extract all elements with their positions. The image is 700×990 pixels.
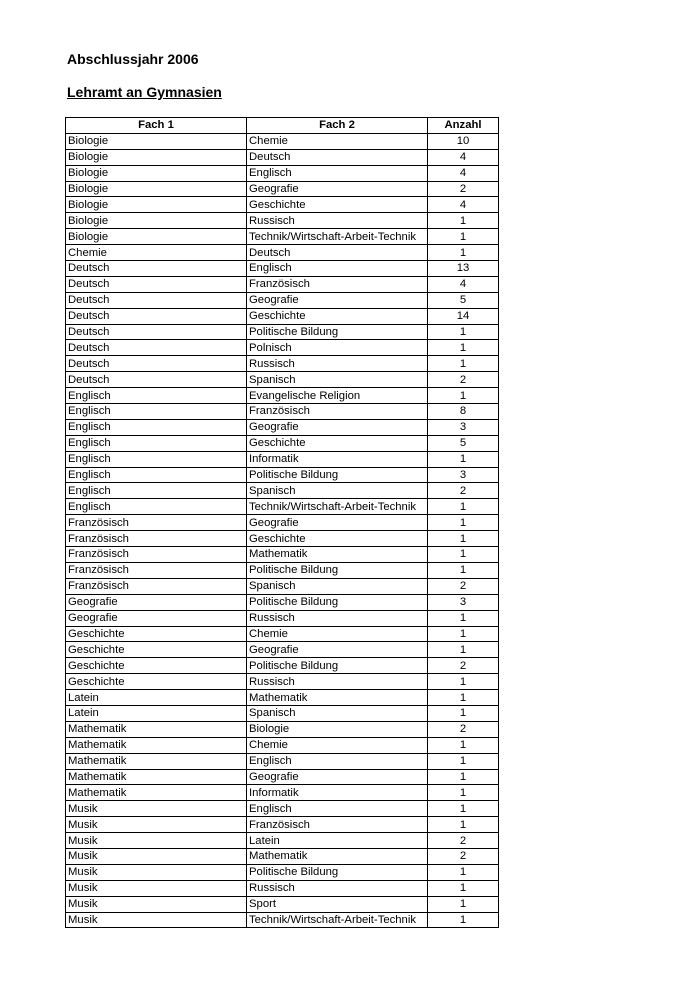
cell-fach-2: Informatik	[247, 451, 428, 467]
cell-anzahl: 1	[428, 531, 499, 547]
cell-fach-1: Biologie	[66, 229, 247, 245]
cell-anzahl: 1	[428, 356, 499, 372]
cell-anzahl: 4	[428, 197, 499, 213]
table-row	[66, 658, 499, 674]
cell-fach-2: Deutsch	[247, 245, 428, 261]
cell-fach-1: Biologie	[66, 213, 247, 229]
table-row	[66, 912, 499, 928]
cell-fach-2: Russisch	[247, 356, 428, 372]
cell-anzahl: 4	[428, 165, 499, 181]
cell-fach-2: Französisch	[247, 817, 428, 833]
cell-anzahl: 1	[428, 642, 499, 658]
cell-fach-1: Geografie	[66, 610, 247, 626]
table-row	[66, 467, 499, 483]
cell-fach-1: Musik	[66, 912, 247, 928]
cell-fach-1: Deutsch	[66, 340, 247, 356]
cell-anzahl: 4	[428, 276, 499, 292]
cell-fach-1: Englisch	[66, 404, 247, 420]
cell-anzahl: 2	[428, 181, 499, 197]
cell-fach-2: Französisch	[247, 276, 428, 292]
cell-fach-1: Englisch	[66, 499, 247, 515]
cell-fach-2: Evangelische Religion	[247, 388, 428, 404]
cell-fach-1: Deutsch	[66, 261, 247, 277]
cell-fach-2: Mathematik	[247, 848, 428, 864]
subject-combination-table	[65, 117, 499, 928]
cell-fach-1: Mathematik	[66, 769, 247, 785]
cell-fach-2: Latein	[247, 833, 428, 849]
table-row	[66, 133, 499, 149]
table-row	[66, 690, 499, 706]
cell-fach-1: Geografie	[66, 594, 247, 610]
table-body	[66, 133, 499, 928]
cell-fach-2: Politische Bildung	[247, 594, 428, 610]
cell-anzahl: 1	[428, 912, 499, 928]
cell-anzahl: 1	[428, 737, 499, 753]
table-row	[66, 181, 499, 197]
table-row	[66, 245, 499, 261]
cell-anzahl: 2	[428, 372, 499, 388]
table-row	[66, 769, 499, 785]
cell-fach-2: Mathematik	[247, 690, 428, 706]
cell-anzahl: 1	[428, 499, 499, 515]
cell-anzahl: 2	[428, 658, 499, 674]
table-row	[66, 864, 499, 880]
cell-anzahl: 1	[428, 610, 499, 626]
page-title: Abschlussjahr 2006	[67, 51, 199, 67]
table-row	[66, 817, 499, 833]
table-row	[66, 785, 499, 801]
cell-fach-2: Sport	[247, 896, 428, 912]
cell-anzahl: 1	[428, 880, 499, 896]
cell-fach-1: Biologie	[66, 149, 247, 165]
table-row	[66, 896, 499, 912]
cell-anzahl: 1	[428, 451, 499, 467]
table-row	[66, 674, 499, 690]
table-row	[66, 388, 499, 404]
page-subtitle: Lehramt an Gymnasien	[67, 84, 222, 100]
table-row	[66, 340, 499, 356]
cell-fach-1: Musik	[66, 833, 247, 849]
cell-fach-1: Französisch	[66, 531, 247, 547]
cell-fach-2: Politische Bildung	[247, 467, 428, 483]
cell-fach-2: Russisch	[247, 213, 428, 229]
cell-fach-1: Biologie	[66, 133, 247, 149]
table-row	[66, 594, 499, 610]
cell-anzahl: 2	[428, 721, 499, 737]
cell-fach-1: Musik	[66, 817, 247, 833]
cell-fach-2: Geografie	[247, 769, 428, 785]
cell-anzahl: 1	[428, 324, 499, 340]
cell-anzahl: 3	[428, 467, 499, 483]
table-row	[66, 531, 499, 547]
cell-fach-1: Deutsch	[66, 292, 247, 308]
table-row	[66, 483, 499, 499]
cell-fach-2: Spanisch	[247, 483, 428, 499]
cell-fach-2: Englisch	[247, 261, 428, 277]
table-row	[66, 737, 499, 753]
cell-fach-2: Geschichte	[247, 531, 428, 547]
table-row	[66, 562, 499, 578]
column-header-anzahl: Anzahl	[428, 118, 499, 134]
cell-fach-1: Mathematik	[66, 721, 247, 737]
cell-fach-1: Englisch	[66, 435, 247, 451]
cell-fach-1: Englisch	[66, 388, 247, 404]
cell-fach-2: Polnisch	[247, 340, 428, 356]
cell-fach-2: Chemie	[247, 133, 428, 149]
cell-anzahl: 2	[428, 483, 499, 499]
cell-fach-1: Deutsch	[66, 308, 247, 324]
cell-fach-2: Englisch	[247, 753, 428, 769]
cell-fach-2: Spanisch	[247, 705, 428, 721]
cell-anzahl: 1	[428, 690, 499, 706]
cell-fach-1: Mathematik	[66, 785, 247, 801]
cell-fach-1: Latein	[66, 690, 247, 706]
cell-fach-1: Musik	[66, 848, 247, 864]
cell-anzahl: 2	[428, 833, 499, 849]
cell-anzahl: 1	[428, 340, 499, 356]
table-row	[66, 419, 499, 435]
cell-fach-1: Englisch	[66, 451, 247, 467]
cell-anzahl: 1	[428, 515, 499, 531]
cell-fach-2: Informatik	[247, 785, 428, 801]
cell-fach-1: Mathematik	[66, 753, 247, 769]
table-row	[66, 848, 499, 864]
cell-anzahl: 2	[428, 578, 499, 594]
cell-fach-1: Musik	[66, 896, 247, 912]
table-row	[66, 753, 499, 769]
cell-fach-2: Spanisch	[247, 578, 428, 594]
cell-fach-2: Technik/Wirtschaft-Arbeit-Technik	[247, 229, 428, 245]
table-row	[66, 197, 499, 213]
table-row	[66, 276, 499, 292]
cell-fach-2: Französisch	[247, 404, 428, 420]
cell-anzahl: 14	[428, 308, 499, 324]
cell-anzahl: 1	[428, 801, 499, 817]
cell-anzahl: 3	[428, 594, 499, 610]
cell-fach-1: Latein	[66, 705, 247, 721]
cell-fach-2: Deutsch	[247, 149, 428, 165]
cell-anzahl: 10	[428, 133, 499, 149]
table-row	[66, 626, 499, 642]
cell-fach-2: Russisch	[247, 880, 428, 896]
column-header-fach-1: Fach 1	[66, 118, 247, 134]
cell-fach-1: Musik	[66, 801, 247, 817]
cell-fach-2: Chemie	[247, 737, 428, 753]
cell-fach-2: Chemie	[247, 626, 428, 642]
cell-fach-2: Geografie	[247, 292, 428, 308]
cell-fach-1: Französisch	[66, 578, 247, 594]
cell-fach-2: Spanisch	[247, 372, 428, 388]
cell-fach-2: Geografie	[247, 419, 428, 435]
table-row	[66, 213, 499, 229]
cell-fach-1: Französisch	[66, 562, 247, 578]
column-header-fach-2: Fach 2	[247, 118, 428, 134]
cell-fach-1: Englisch	[66, 467, 247, 483]
cell-fach-1: Chemie	[66, 245, 247, 261]
cell-fach-2: Geschichte	[247, 435, 428, 451]
table-row	[66, 721, 499, 737]
table-row	[66, 149, 499, 165]
cell-fach-1: Geschichte	[66, 674, 247, 690]
cell-anzahl: 1	[428, 626, 499, 642]
cell-anzahl: 1	[428, 705, 499, 721]
cell-anzahl: 1	[428, 674, 499, 690]
cell-fach-2: Geschichte	[247, 308, 428, 324]
table-row	[66, 324, 499, 340]
cell-anzahl: 5	[428, 292, 499, 308]
table-row	[66, 372, 499, 388]
table-row	[66, 547, 499, 563]
cell-fach-2: Russisch	[247, 674, 428, 690]
cell-fach-2: Geschichte	[247, 197, 428, 213]
cell-anzahl: 5	[428, 435, 499, 451]
cell-anzahl: 3	[428, 419, 499, 435]
cell-anzahl: 1	[428, 245, 499, 261]
cell-fach-1: Deutsch	[66, 324, 247, 340]
table-row	[66, 308, 499, 324]
cell-anzahl: 1	[428, 769, 499, 785]
cell-fach-2: Technik/Wirtschaft-Arbeit-Technik	[247, 912, 428, 928]
table-row	[66, 499, 499, 515]
cell-fach-1: Deutsch	[66, 372, 247, 388]
table-row	[66, 578, 499, 594]
cell-fach-2: Politische Bildung	[247, 864, 428, 880]
cell-fach-1: Französisch	[66, 515, 247, 531]
cell-anzahl: 1	[428, 562, 499, 578]
cell-fach-2: Politische Bildung	[247, 562, 428, 578]
table-row	[66, 642, 499, 658]
cell-fach-1: Musik	[66, 864, 247, 880]
cell-anzahl: 1	[428, 547, 499, 563]
table-row	[66, 880, 499, 896]
cell-anzahl: 4	[428, 149, 499, 165]
cell-fach-1: Biologie	[66, 197, 247, 213]
cell-fach-2: Technik/Wirtschaft-Arbeit-Technik	[247, 499, 428, 515]
table-row	[66, 356, 499, 372]
cell-anzahl: 1	[428, 896, 499, 912]
cell-fach-1: Deutsch	[66, 276, 247, 292]
table-row	[66, 515, 499, 531]
cell-fach-1: Deutsch	[66, 356, 247, 372]
cell-anzahl: 1	[428, 213, 499, 229]
cell-anzahl: 1	[428, 817, 499, 833]
cell-anzahl: 8	[428, 404, 499, 420]
cell-fach-2: Geografie	[247, 515, 428, 531]
cell-fach-1: Biologie	[66, 165, 247, 181]
table-row	[66, 705, 499, 721]
table-row	[66, 610, 499, 626]
cell-anzahl: 1	[428, 864, 499, 880]
cell-fach-2: Russisch	[247, 610, 428, 626]
cell-anzahl: 1	[428, 229, 499, 245]
table-row	[66, 229, 499, 245]
cell-fach-1: Geschichte	[66, 658, 247, 674]
cell-anzahl: 1	[428, 388, 499, 404]
cell-anzahl: 1	[428, 785, 499, 801]
table-row	[66, 165, 499, 181]
table-header-row	[66, 118, 499, 134]
table-row	[66, 801, 499, 817]
cell-fach-2: Englisch	[247, 801, 428, 817]
cell-fach-1: Mathematik	[66, 737, 247, 753]
cell-fach-1: Musik	[66, 880, 247, 896]
cell-anzahl: 1	[428, 753, 499, 769]
table-row	[66, 292, 499, 308]
cell-fach-1: Französisch	[66, 547, 247, 563]
table-row	[66, 451, 499, 467]
cell-fach-2: Biologie	[247, 721, 428, 737]
cell-fach-1: Geschichte	[66, 626, 247, 642]
cell-fach-2: Englisch	[247, 165, 428, 181]
table-row	[66, 833, 499, 849]
cell-fach-1: Biologie	[66, 181, 247, 197]
cell-fach-1: Englisch	[66, 419, 247, 435]
cell-anzahl: 2	[428, 848, 499, 864]
cell-anzahl: 13	[428, 261, 499, 277]
table-row	[66, 261, 499, 277]
cell-fach-2: Geografie	[247, 642, 428, 658]
cell-fach-2: Politische Bildung	[247, 658, 428, 674]
cell-fach-2: Mathematik	[247, 547, 428, 563]
cell-fach-1: Geschichte	[66, 642, 247, 658]
table-row	[66, 435, 499, 451]
cell-fach-2: Geografie	[247, 181, 428, 197]
cell-fach-1: Englisch	[66, 483, 247, 499]
cell-fach-2: Politische Bildung	[247, 324, 428, 340]
table-row	[66, 404, 499, 420]
